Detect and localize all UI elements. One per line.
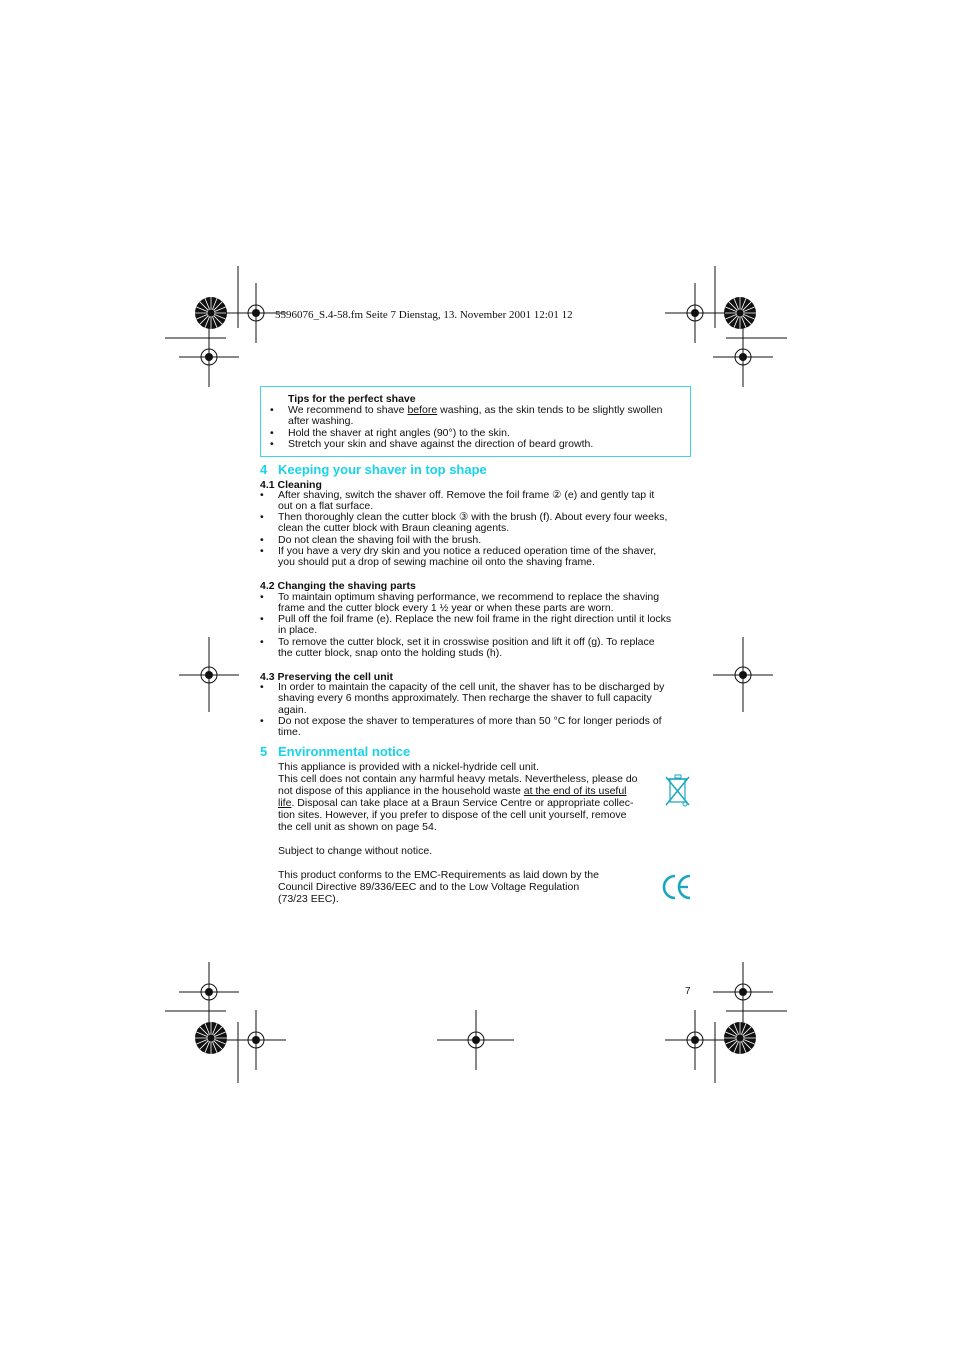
list-item-text: Do not expose the shaver to temperatures of more than 50 °C for longer periods of time. xyxy=(278,715,662,739)
file-header-line: 5596076_S.4-58.fm Seite 7 Dienstag, 13. November 2001 12:01 12 xyxy=(275,309,573,321)
section-title: Keeping your shaver in top shape xyxy=(278,462,487,477)
bullet: • xyxy=(260,511,264,523)
paragraph-text: tion sites. However, if you prefer to dispose of the cell unit yourself, remove the cell unit as shown on page 54. xyxy=(278,809,627,833)
bullet: • xyxy=(260,489,264,501)
section-heading xyxy=(260,744,410,759)
bullet: • xyxy=(260,545,264,557)
color-wheel-icon xyxy=(195,1022,227,1054)
paragraph-text: This cell does not contain any harmful heavy metals. Nevertheless, please do not dispose of this appliance in the household waste xyxy=(278,773,638,797)
registration-mark-icon xyxy=(713,962,773,1022)
color-wheel-icon xyxy=(195,297,227,329)
list-item-text xyxy=(288,405,663,428)
list-item-text: After shaving, switch the shaver off. Remove the foil frame ② (e) and gently tap it out on a flat surface. xyxy=(278,489,655,513)
paragraph-underlined: at the end of its useful xyxy=(523,785,627,797)
color-wheel-icon xyxy=(724,297,756,329)
tips-item-text: washing, as the skin tends to be slightly swollen after washing. xyxy=(288,404,663,428)
paragraph-text: . Disposal can take place at a Braun Service Centre or appropriate collec- xyxy=(291,797,634,809)
registration-mark-icon xyxy=(713,327,773,387)
ce-mark-shape xyxy=(660,869,694,905)
list-item-text: Hold the shaver at right angles (90°) to the skin. xyxy=(288,427,510,439)
bullet: • xyxy=(260,534,264,546)
list-item-text: Then thoroughly clean the cutter block ③ with the brush (f). About every four weeks, clean the cutter block with Braun cleaning agents. xyxy=(278,511,668,535)
list-item-text: To maintain optimum shaving performance, we recommend to replace the shaving frame and the cutter block every 1 ½ year or when these parts are worn. xyxy=(278,591,660,615)
page-number: 7 xyxy=(685,986,691,997)
section-heading xyxy=(260,462,487,477)
registration-mark-icon xyxy=(665,1010,725,1070)
bullet: • xyxy=(260,715,264,727)
subsection-heading: 4.1 Cleaning xyxy=(260,479,322,491)
bullet: • xyxy=(270,427,274,439)
section-title: Environmental notice xyxy=(278,744,411,759)
tips-title: Tips for the perfect shave xyxy=(288,393,416,405)
paragraph-underlined: life xyxy=(278,797,292,809)
paragraph: Subject to change without notice. xyxy=(278,845,433,857)
bullet: • xyxy=(260,681,264,693)
list-item-text: In order to maintain the capacity of the cell unit, the shaver has to be discharged by shaving every 6 months approximately. Then recharge the shaver to full capacity again. xyxy=(278,681,665,716)
tips-box xyxy=(260,386,691,457)
registration-mark-icon xyxy=(226,1010,286,1070)
registration-mark-icon xyxy=(226,283,286,343)
bullet: • xyxy=(270,438,274,450)
registration-mark-icon xyxy=(179,327,239,387)
list-item-text: Do not clean the shaving foil with the brush. xyxy=(278,534,482,546)
section-number: 5 xyxy=(260,744,268,759)
crossed-out-wheelie-bin-icon xyxy=(664,773,692,809)
paragraph: This product conforms to the EMC-Requirements as laid down by the Council Directive 89/336/EEC and to the Low Voltage Regulation (73/23 EEC). xyxy=(278,869,599,905)
color-wheel-icon xyxy=(724,1022,756,1054)
section-number: 4 xyxy=(260,462,268,477)
bullet: • xyxy=(270,404,274,416)
subsection-heading: 4.3 Preserving the cell unit xyxy=(260,671,394,683)
registration-mark-icon xyxy=(179,962,239,1022)
subsection-heading: 4.2 Changing the shaving parts xyxy=(260,580,416,592)
list-item-text: Pull off the foil frame (e). Replace the new foil frame in the right direction until it locks in place. xyxy=(278,613,672,637)
list-item-text: Stretch your skin and shave against the direction of beard growth. xyxy=(288,438,594,450)
bullet: • xyxy=(260,613,264,625)
bullet: • xyxy=(260,636,264,648)
ce-mark-icon xyxy=(660,869,694,905)
tips-item-underlined: before xyxy=(407,404,438,416)
registration-mark-icon xyxy=(665,283,725,343)
paragraph xyxy=(278,773,663,833)
tips-item-text: We recommend to shave xyxy=(288,404,408,416)
bullet: • xyxy=(260,591,264,603)
paragraph: This appliance is provided with a nickel-hydride cell unit. xyxy=(278,761,539,773)
list-item-text: If you have a very dry skin and you notice a reduced operation time of the shaver, you should put a drop of sewing machine oil onto the shaving frame. xyxy=(278,545,657,569)
list-item-text: To remove the cutter block, set it in crosswise position and lift it off (g). To replace the cutter block, snap onto the holding studs (h). xyxy=(278,636,655,660)
